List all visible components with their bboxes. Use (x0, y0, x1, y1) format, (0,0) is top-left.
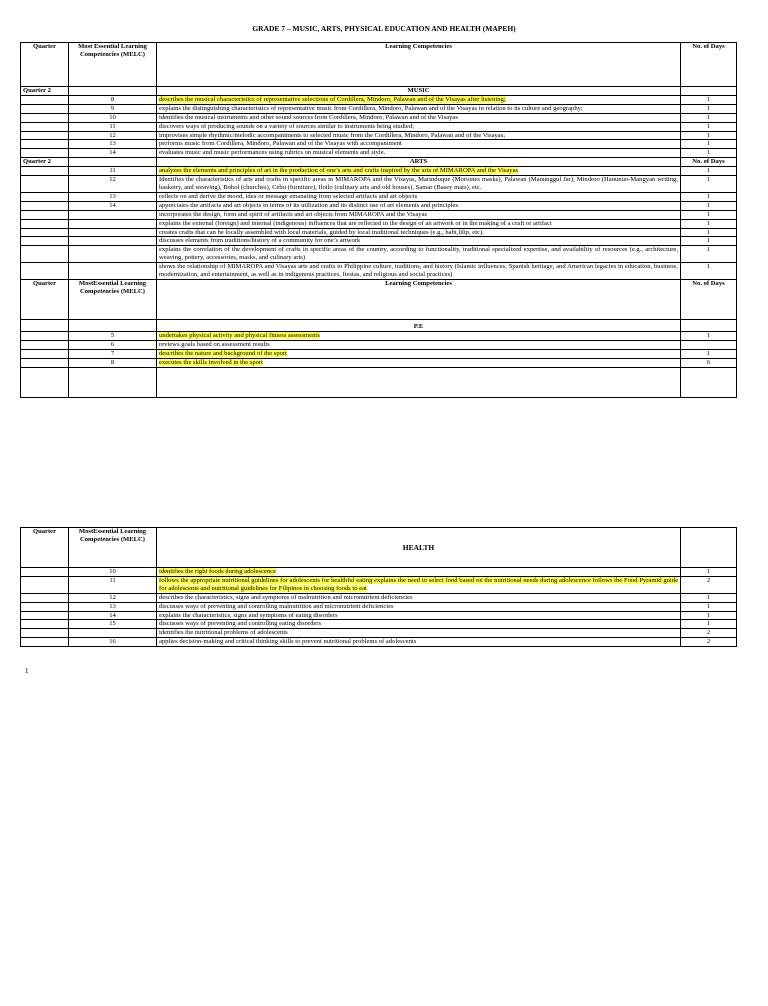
competency-text (157, 176, 681, 193)
competency-text (157, 246, 681, 263)
arts-label: ARTS (157, 158, 681, 167)
competency-text (157, 122, 681, 131)
days-value: 1 (681, 246, 737, 263)
competency-text (157, 113, 681, 122)
competency-text (157, 149, 681, 158)
pe-row (21, 340, 737, 349)
melc-number (69, 228, 157, 237)
health-row (21, 576, 737, 593)
empty-cell (21, 176, 69, 193)
competency-text-content: explains the correlation of the development of crafts in specific areas of the country, according to functionality, traditional specialized expertise, and availability of resources (e.g., architecture, weaving, pottery, accessories, masks, and culinary arts) (159, 246, 678, 262)
days-value: 2 (681, 576, 737, 593)
melc-number: 8 (69, 95, 157, 104)
days-value: 2 (681, 629, 737, 638)
empty-cell (21, 219, 69, 228)
music-row (21, 122, 737, 131)
quarter-header: Quarter (21, 279, 69, 319)
competency-text (157, 629, 681, 638)
days-value: 1 (681, 602, 737, 611)
melc-number: 14 (69, 201, 157, 210)
competency-text (157, 620, 681, 629)
competency-text-content: discovers ways of producing sounds on a variety of sources similar to instruments being studied; (159, 122, 414, 130)
arts-row (21, 263, 737, 280)
competency-text-content: identifies the musical instruments and other sound sources from Cordillera, Mindoro, Palawan and of the Visayas (159, 113, 458, 121)
melc-header: MostEssential Learning Competencies (MELC) (69, 279, 157, 319)
health-row (21, 611, 737, 620)
melc-number: 13 (69, 192, 157, 201)
days-value (681, 340, 737, 349)
mapeh-table-main (20, 42, 737, 398)
days-value: 1 (681, 192, 737, 201)
days-value: 1 (681, 228, 737, 237)
document-title: GRADE 7 – MUSIC, ARTS, PHYSICAL EDUCATION AND HEALTH (MAPEH) (252, 24, 516, 33)
competency-text-content: discusses ways of preventing and controlling eating disorders (159, 620, 322, 628)
melc-number (69, 237, 157, 246)
health-row (21, 568, 737, 577)
competency-text-content: explains the distinguishing characteristics of representative music from Cordillera, Mindoro, Palawan and of the Visayas in relation to its culture and geography; (159, 104, 583, 112)
melc-number: 13 (69, 602, 157, 611)
music-row (21, 113, 737, 122)
days-value: 1 (681, 593, 737, 602)
competency-text (157, 349, 681, 358)
empty-cell (21, 568, 69, 577)
days-value: 1 (681, 140, 737, 149)
melc-number: 7 (69, 349, 157, 358)
days-value: 1 (681, 131, 737, 140)
empty-cell (21, 237, 69, 246)
competency-text-content: describes the nature and background of the sport (159, 349, 287, 357)
melc-header: MostEssential Learning Competencies (MELC) (69, 528, 157, 568)
competency-text (157, 358, 681, 367)
days-value: 1 (681, 349, 737, 358)
days-value: 1 (681, 122, 737, 131)
competency-text-content: appreciates the artifacts and art objects in terms of its utilization and its distinct use of art elements and principles (159, 201, 459, 209)
melc-number: 6 (69, 340, 157, 349)
empty-cell (69, 319, 157, 331)
empty-cell (21, 201, 69, 210)
quarter-header: Quarter (21, 528, 69, 568)
arts-row (21, 210, 737, 219)
arts-row (21, 246, 737, 263)
days-value: 1 (681, 210, 737, 219)
competency-text-content: explains the characteristics, signs and symptoms of eating disorders (159, 611, 338, 619)
melc-number: 10 (69, 568, 157, 577)
competency-text-content: incorporates the design, form and spirit of artifacts and art objects from MIMAROPA and the Visayas (159, 210, 428, 218)
music-section-row (21, 87, 737, 96)
melc-number: 5 (69, 331, 157, 340)
days-value: 1 (681, 237, 737, 246)
melc-header: Most Essential Learning Competencies (MELC) (69, 43, 157, 87)
competency-text-content: follows the appropriate nutritional guidelines for adolescents for healthful eating explains the need to select food based on the nutritional needs during adolescence follows the Food Pyramid guide for adolescents and nutritional guidelines for Filipinos in choosing foods to eat (159, 576, 678, 592)
competency-text (157, 602, 681, 611)
empty-cell (21, 228, 69, 237)
arts-row (21, 228, 737, 237)
competency-text-content: executes the skills involved in the sport (159, 358, 264, 366)
days-value: 1 (681, 219, 737, 228)
pe-section-row (21, 319, 737, 331)
arts-section-row (21, 158, 737, 167)
empty-cell (21, 131, 69, 140)
arts-row (21, 167, 737, 176)
melc-number: 13 (69, 140, 157, 149)
empty-cell (21, 620, 69, 629)
empty-cell (21, 263, 69, 280)
empty-cell (21, 319, 69, 331)
melc-number: 11 (69, 122, 157, 131)
quarter-header: Quarter (21, 43, 69, 87)
days-value: 1 (681, 176, 737, 193)
competency-text (157, 167, 681, 176)
music-label: MUSIC (157, 87, 681, 96)
melc-number: 15 (69, 620, 157, 629)
pe-header-row (21, 279, 737, 319)
pe-row (21, 349, 737, 358)
melc-number: 11 (69, 576, 157, 593)
competency-text-content: undertakes physical activity and physical fitness assessments (159, 331, 320, 339)
arts-row (21, 219, 737, 228)
arts-quarter-cell: Quarter 2 (21, 158, 69, 167)
competencies-header: Learning Competencies (157, 43, 681, 87)
competency-text-content: describes the musical characteristics of representative selections of Cordillera, Mindoro, Palawan and of the Visayas after listening; (159, 95, 506, 103)
competency-text (157, 237, 681, 246)
days-value: 1 (681, 263, 737, 280)
pe-row (21, 331, 737, 340)
competency-text-content: Identifies the characteristics of arts and crafts in specific areas in MIMAROPA and the Visayas, Marinduque (Moriones masks), Palawan (Manunggul Jar), Mindoro (Hanunuo-Mangyan writing, basketry, and weaving), Bohol (churches), Cebu (furniture), Iloilo (culinary arts and old houses), Samar (Basey mats), etc. (159, 176, 678, 191)
melc-number (69, 263, 157, 280)
empty-cell (21, 95, 69, 104)
days-value: 1 (681, 149, 737, 158)
blank-row (21, 367, 737, 397)
days-value: 1 (681, 611, 737, 620)
music-row (21, 104, 737, 113)
melc-number: 12 (69, 176, 157, 193)
competency-text-content: evaluates music and music performances using rubrics on musical elements and style. (159, 149, 386, 157)
empty-cell (21, 149, 69, 158)
competency-text (157, 192, 681, 201)
competency-text-content: reflects on and derive the mood, idea or message emanating from selected artifacts and art objects (159, 192, 418, 200)
days-value: 1 (681, 568, 737, 577)
competency-text (157, 95, 681, 104)
music-row (21, 95, 737, 104)
empty-cell (681, 528, 737, 568)
empty-cell (21, 104, 69, 113)
days-value: 1 (681, 104, 737, 113)
empty-cell (21, 638, 69, 647)
empty-cell (21, 349, 69, 358)
competencies-header: Learning Competencies (157, 279, 681, 319)
days-value: 1 (681, 95, 737, 104)
melc-number: 12 (69, 131, 157, 140)
melc-number (69, 219, 157, 228)
pe-row (21, 358, 737, 367)
pe-label: P.E (157, 319, 681, 331)
melc-number: 11 (69, 167, 157, 176)
melc-number: 10 (69, 113, 157, 122)
empty-cell (21, 167, 69, 176)
days-value: 1 (681, 201, 737, 210)
empty-cell (21, 246, 69, 263)
arts-row (21, 237, 737, 246)
competency-text-content: describes the characteristics, signs and symptoms of malnutrition and micronutrient deficiencies (159, 593, 413, 601)
arts-row (21, 176, 737, 193)
melc-number: 12 (69, 593, 157, 602)
health-row (21, 620, 737, 629)
empty-cell (21, 340, 69, 349)
health-row (21, 602, 737, 611)
competency-text (157, 340, 681, 349)
melc-number: 9 (69, 104, 157, 113)
days-value: 1 (681, 620, 737, 629)
empty-cell (21, 629, 69, 638)
health-row (21, 638, 737, 647)
empty-cell (21, 602, 69, 611)
competency-text (157, 568, 681, 577)
competency-text-content: discusses elements from traditions/history of a community for one’s artwork (159, 237, 361, 245)
empty-cell (69, 367, 157, 397)
arts-row (21, 201, 737, 210)
empty-cell (21, 122, 69, 131)
health-header-row (21, 528, 737, 568)
competency-text (157, 331, 681, 340)
melc-number: 16 (69, 638, 157, 647)
empty-cell (69, 87, 157, 96)
empty-cell (21, 113, 69, 122)
page-number: 1 (25, 667, 29, 675)
competency-text-content: applies decision-making and critical thinking skills to prevent nutritional problems of adolescents (159, 638, 417, 646)
competency-text (157, 131, 681, 140)
days-value: 2 (681, 638, 737, 647)
empty-cell (69, 158, 157, 167)
competency-text-content: reviews goals based on assessment results (159, 340, 270, 348)
competency-text (157, 140, 681, 149)
competency-text (157, 593, 681, 602)
melc-number: 8 (69, 358, 157, 367)
health-label: HEALTH (157, 528, 681, 568)
empty-cell (21, 140, 69, 149)
health-table (20, 527, 737, 647)
music-row (21, 149, 737, 158)
competency-text (157, 201, 681, 210)
empty-cell (21, 358, 69, 367)
competency-text-content: shows the relationship of MIMAROPA and Visayas arts and crafts to Philippine culture, traditions, and history (Islamic influences, Spanish heritage, and American legacies in education, business, modernization, and entertainment, as well as in indigenous practices, fiestas, and religious and social practices) (159, 263, 678, 279)
competency-text-content: identifies the right foods during adolescence (159, 568, 277, 575)
competency-text-content: creates crafts that can be locally assembled with local materials, guided by local traditional techniques (e.g., habi,lilip, etc). (159, 228, 484, 236)
days-value: 1 (681, 331, 737, 340)
empty-cell (21, 611, 69, 620)
competency-text (157, 638, 681, 647)
empty-cell (21, 331, 69, 340)
melc-number (69, 246, 157, 263)
empty-cell (21, 593, 69, 602)
melc-number: 14 (69, 611, 157, 620)
competency-text (157, 576, 681, 593)
competency-text (157, 219, 681, 228)
empty-cell (21, 367, 69, 397)
competency-text-content: analyzes the elements and principles of art in the production of one’s arts and crafts inspired by the arts of MIMAROPA and the Visayas (159, 167, 519, 175)
melc-number (69, 629, 157, 638)
competency-text (157, 104, 681, 113)
music-row (21, 140, 737, 149)
days-value: 6 (681, 358, 737, 367)
empty-cell (681, 319, 737, 331)
health-row (21, 629, 737, 638)
days-value: 1 (681, 113, 737, 122)
header-row (21, 43, 737, 87)
music-quarter-cell: Quarter 2 (21, 87, 69, 96)
competency-text-content: discusses ways of preventing and controlling malnutrition and micronutrient deficiencies (159, 602, 394, 610)
arts-row (21, 192, 737, 201)
days-header: No. of Days (681, 279, 737, 319)
empty-cell (157, 367, 681, 397)
competency-text (157, 611, 681, 620)
days-value: 1 (681, 167, 737, 176)
competency-text (157, 210, 681, 219)
melc-number: 14 (69, 149, 157, 158)
music-row (21, 131, 737, 140)
competency-text-content: explains the external (foreign) and internal (indigenous) influences that are reflected in the design of an artwork or in the making of a craft or artifact (159, 219, 552, 227)
competency-text-content: performs music from Cordillera, Mindoro, Palawan and of the Visayas with accompaniment (159, 140, 402, 148)
empty-cell (21, 210, 69, 219)
days-header: No. of Days (681, 43, 737, 87)
competency-text-content: identifies the nutritional problems of adolescents (159, 629, 288, 637)
melc-number (69, 210, 157, 219)
empty-cell (681, 367, 737, 397)
empty-cell (21, 576, 69, 593)
competency-text (157, 228, 681, 237)
arts-days-header: No. of Days (681, 158, 737, 167)
empty-cell (681, 87, 737, 96)
competency-text (157, 263, 681, 280)
empty-cell (21, 192, 69, 201)
health-row (21, 593, 737, 602)
competency-text-content: improvises simple rhythmic/melodic accompaniments to selected music from the Cordillera, Mindoro, Palawan and of the Visayas; (159, 131, 506, 139)
